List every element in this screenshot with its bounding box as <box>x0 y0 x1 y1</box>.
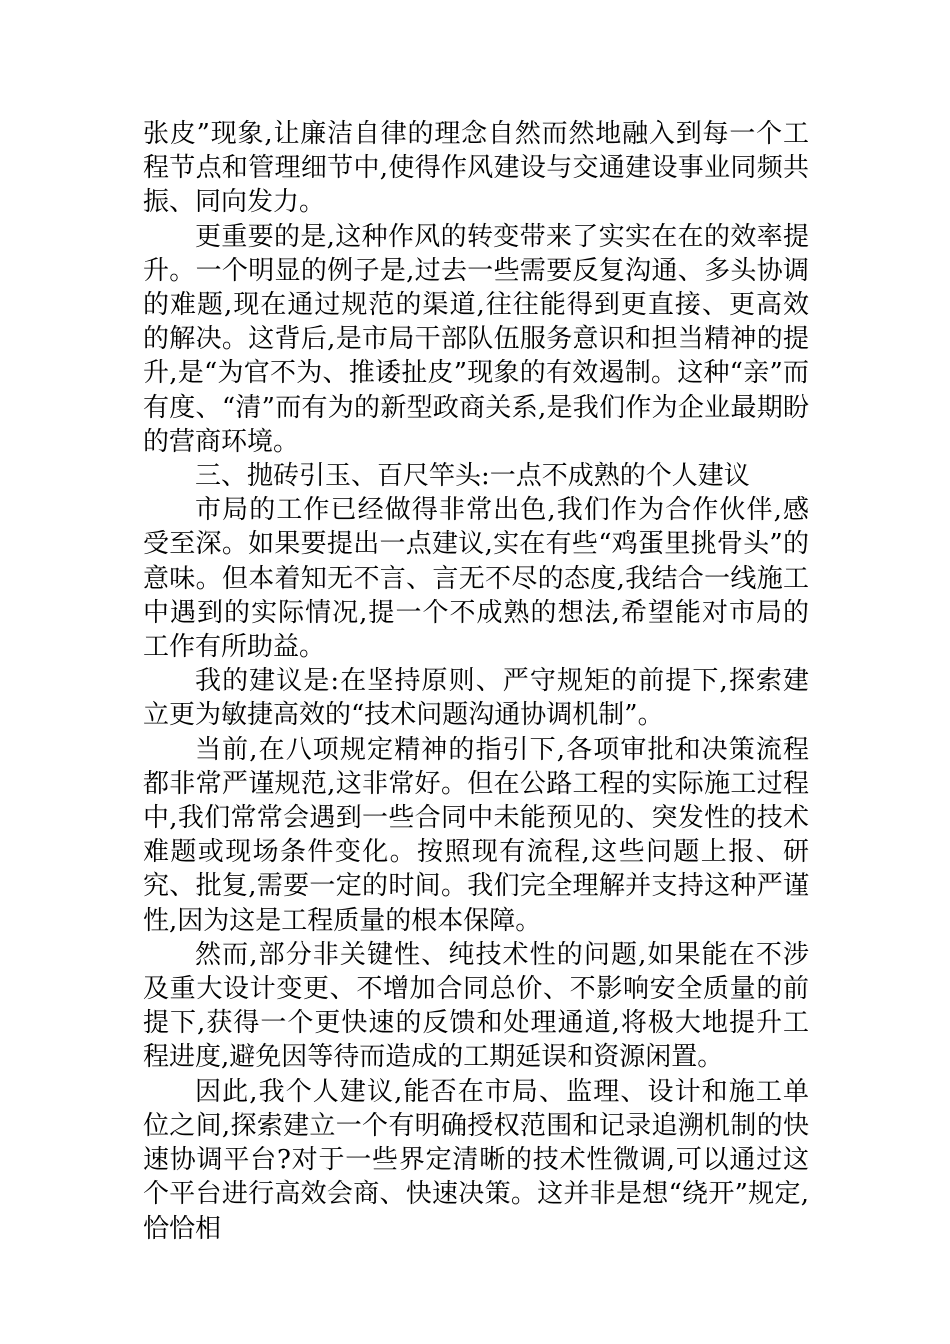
paragraph-suggestion: 我的建议是:在坚持原则、严守规矩的前提下,探索建立更为敏捷高效的“技术问题沟通协调机制”。 <box>143 666 809 731</box>
paragraph-however: 然而,部分非关键性、纯技术性的问题,如果能在不涉及重大设计变更、不增加合同总价、不影响安全质量的前提下,获得一个更快速的反馈和处理通道,将极大地提升工程进度,避免因等待而造成的工期延误和资源闲置。 <box>143 939 809 1073</box>
paragraph-continued: 张皮”现象,让廉洁自律的理念自然而然地融入到每一个工程节点和管理细节中,使得作风建设与交通建设事业同频共振、同向发力。 <box>143 119 809 218</box>
section-heading: 三、抛砖引玉、百尺竿头:一点不成熟的个人建议 <box>195 461 750 492</box>
paragraph-therefore: 因此,我个人建议,能否在市局、监理、设计和施工单位之间,探索建立一个有明确授权范围和记录追溯机制的快速协调平台?对于一些界定清晰的技术性微调,可以通过这个平台进行高效会商、快速决策。这并非是想“绕开”规定,恰恰相 <box>143 1076 809 1244</box>
paragraph-intro-suggestion: 市局的工作已经做得非常出色,我们作为合作伙伴,感受至深。如果要提出一点建议,实在有些“鸡蛋里挑骨头”的意味。但本着知无不言、言无不尽的态度,我结合一线施工中遇到的实际情况,提一个不成熟的想法,希望能对市局的工作有所助益。 <box>143 495 809 663</box>
document-body <box>143 117 809 1246</box>
paragraph-efficiency: 更重要的是,这种作风的转变带来了实实在在的效率提升。一个明显的例子是,过去一些需要反复沟通、多头协调的难题,现在通过规范的渠道,往往能得到更直接、更高效的解决。这背后,是市局干部队伍服务意识和担当精神的提升,是“为官不为、推诿扯皮”现象的有效遏制。这种“亲”而有度、“清”而有为的新型政商关系,是我们作为企业最期盼的营商环境。 <box>143 221 809 457</box>
paragraph-current-situation: 当前,在八项规定精神的指引下,各项审批和决策流程都非常严谨规范,这非常好。但在公路工程的实际施工过程中,我们常常会遇到一些合同中未能预见的、突发性的技术难题或现场条件变化。按照现有流程,这些问题上报、研究、批复,需要一定的时间。我们完全理解并支持这种严谨性,因为这是工程质量的根本保障。 <box>143 734 809 936</box>
